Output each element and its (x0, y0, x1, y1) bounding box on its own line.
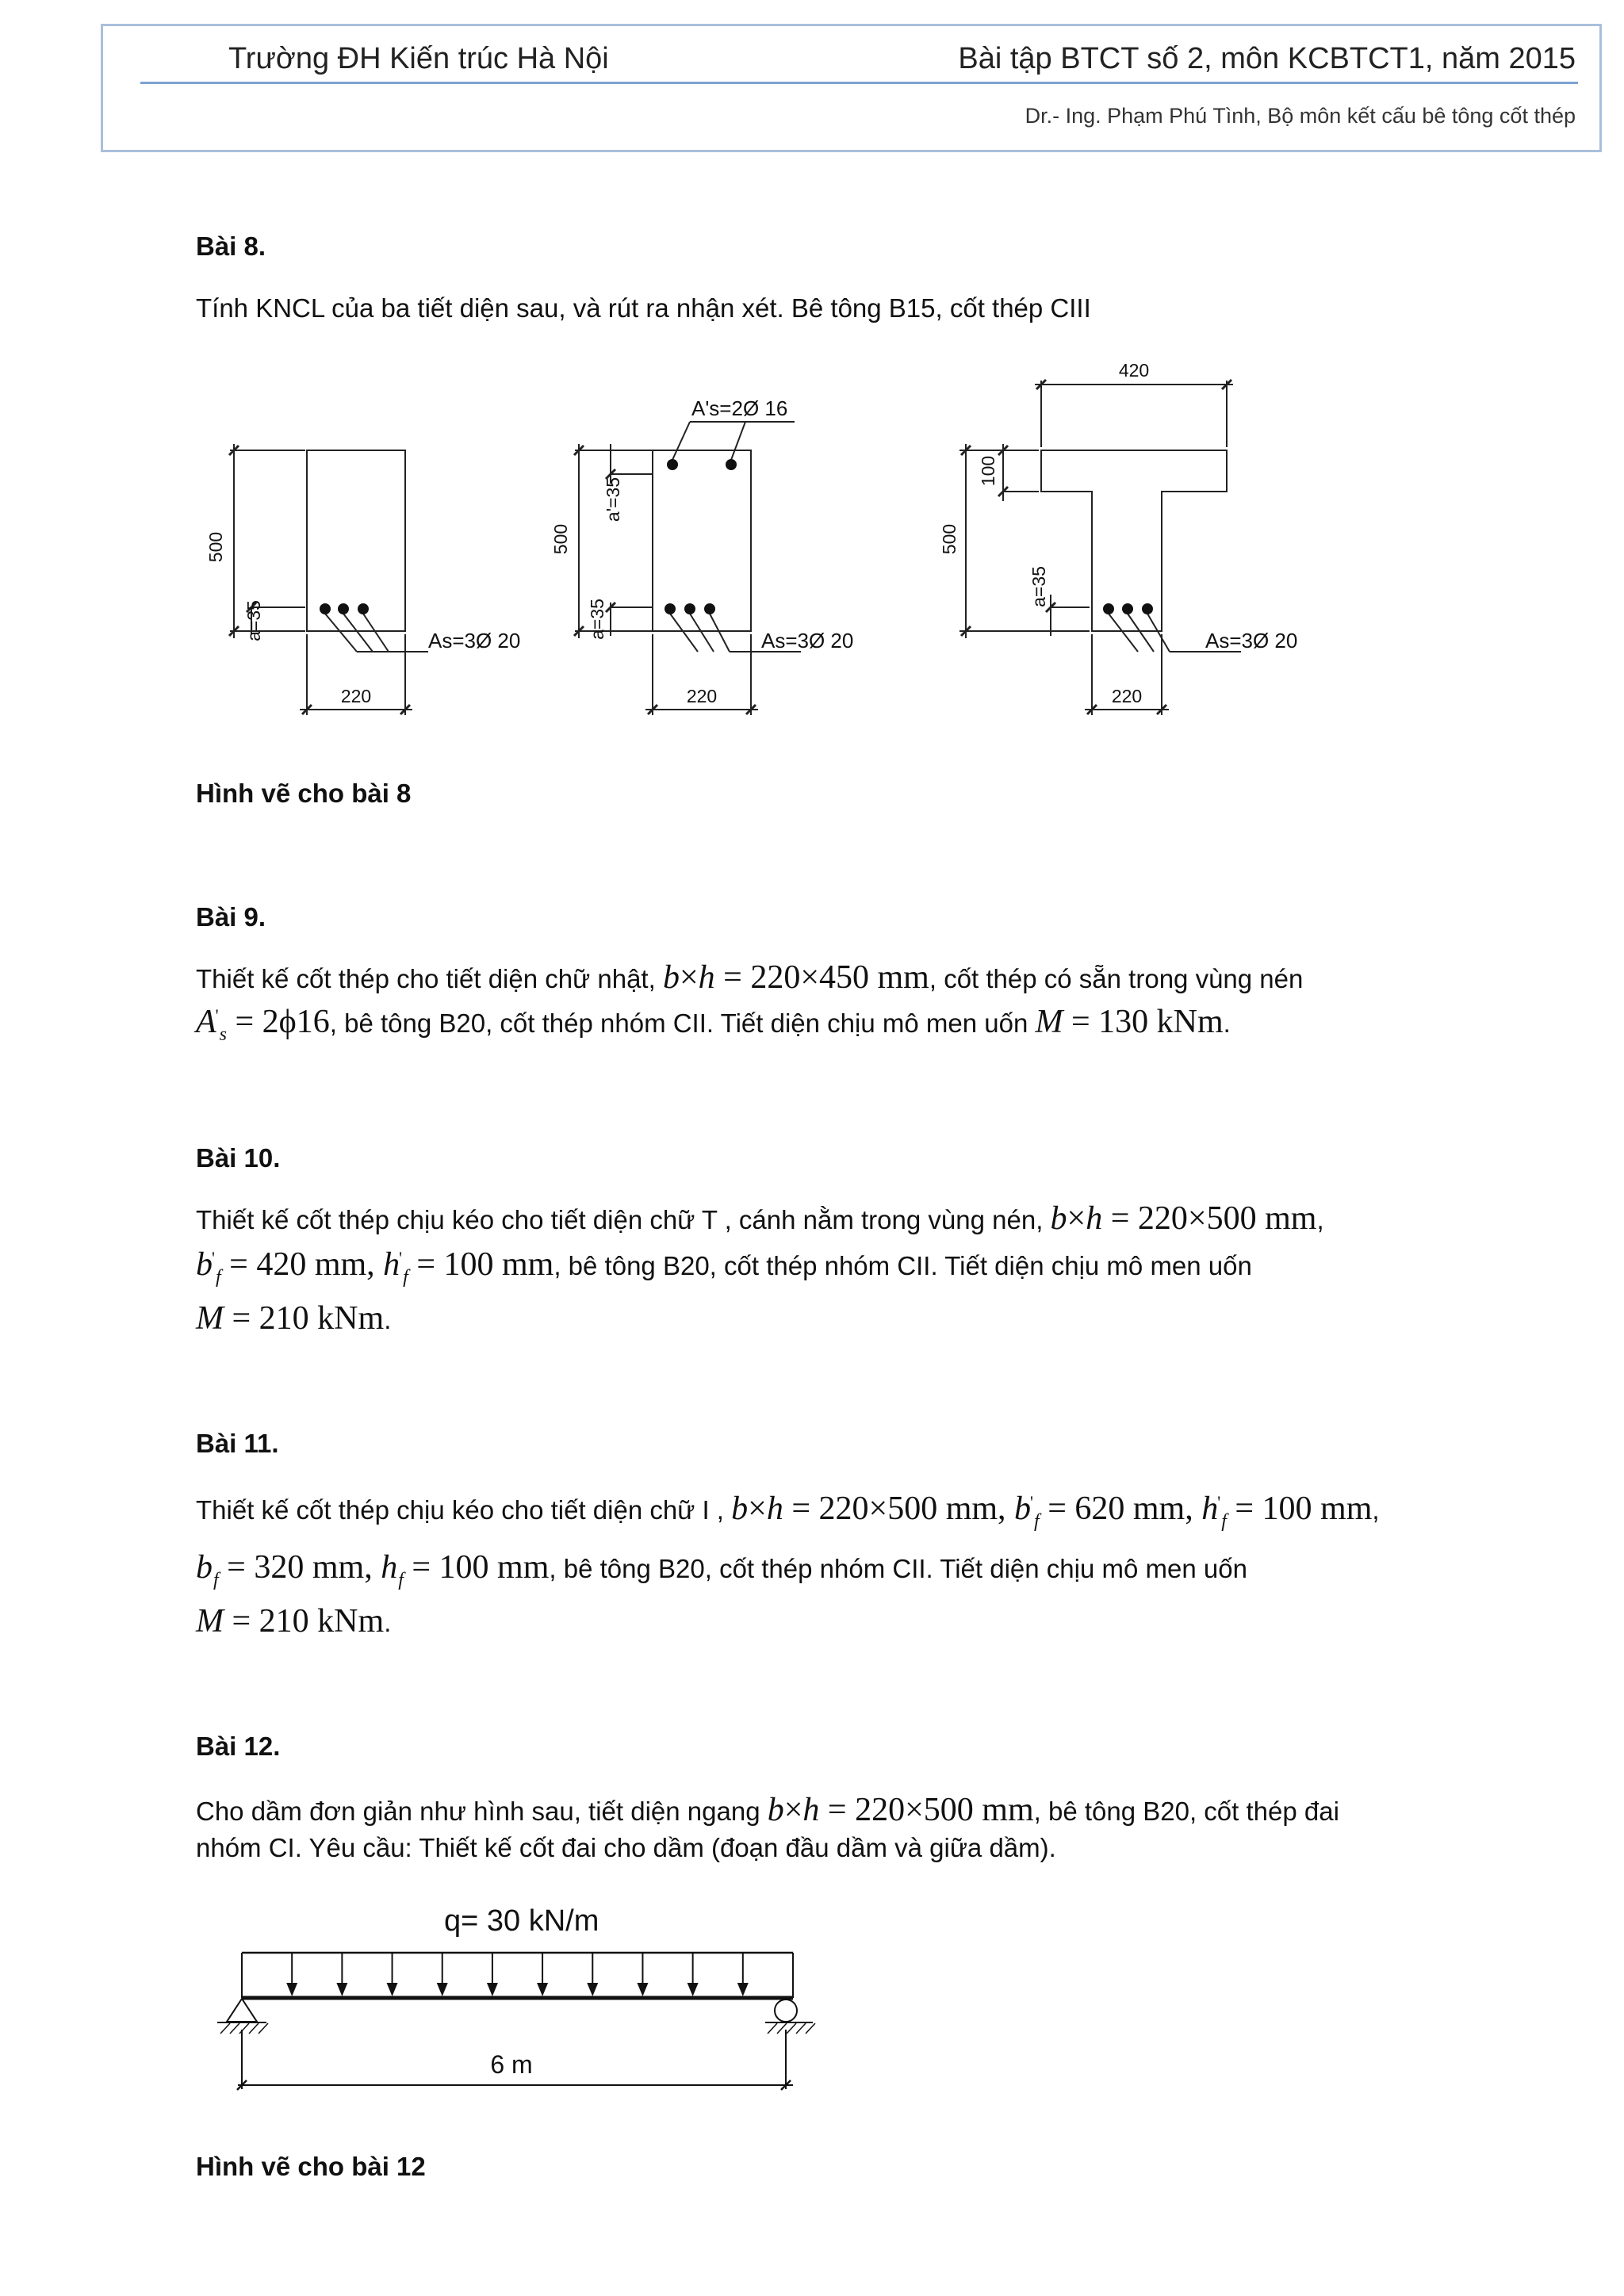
load-arrow-head (637, 1983, 648, 1996)
bai9-line1: Thiết kế cốt thép cho tiết diện chữ nhật, b×h = 220×450 mm, cốt thép có sẵn trong vùng nén (196, 959, 1304, 996)
fig8-s3-hf: 100 (978, 455, 998, 487)
bai12-line2: nhóm CI. Yêu cầu: Thiết kế cốt đai cho dầm (đoạn đầu dầm và giữa dầm). (196, 1833, 1056, 1862)
fig8-s2-as: As=3Ø 20 (761, 629, 854, 652)
header-course: Bài tập BTCT số 2, môn KCBTCT1, năm 2015 (958, 42, 1576, 75)
bai12-beam-figure (206, 1891, 856, 2097)
fig8-s1-width: 220 (340, 686, 372, 706)
bai12-load-label: q= 30 kN/m (444, 1904, 599, 1938)
load-arrow-head (737, 1983, 749, 1996)
header-rule (140, 82, 1578, 84)
fig8-s3-as: As=3Ø 20 (1205, 629, 1298, 652)
fig8-s1-as: As=3Ø 20 (428, 629, 521, 652)
load-arrow-head (286, 1983, 297, 1996)
bai10-line1: Thiết kế cốt thép chịu kéo cho tiết diện chữ T , cánh nằm trong vùng nén, b×h = 220×500 mm, (196, 1200, 1324, 1237)
bai10-title: Bài 10. (196, 1143, 281, 1173)
fig8-s2-a: a=35 (587, 599, 607, 640)
fig8-s2-height: 500 (550, 523, 571, 555)
load-arrow-head (587, 1983, 598, 1996)
bai11-line3: M = 210 kNm. (196, 1603, 392, 1640)
bai11-m-formula: M = 210 kNm (196, 1603, 385, 1640)
bai11-dims-formula: b×h = 220×500 mm, $b'_f = 620$ mm, $h'_f = 100$ mm (731, 1490, 1373, 1532)
bai9-as-formula: $A'_s = 2\phi 16$ (196, 1004, 330, 1045)
load-arrow-head (537, 1983, 548, 1996)
bai8-title: Bài 8. (196, 232, 266, 261)
bai10-flange-formula: $b'_f = 420$ mm, $h'_f = 100$ mm (196, 1246, 554, 1288)
load-arrow-head (688, 1983, 699, 1996)
load-arrow-head (387, 1983, 398, 1996)
fig8-s3-a: a=35 (1028, 566, 1049, 607)
bai9-line2: $A'_s = 2\phi 16$, bê tông B20, cốt thép nhóm CII. Tiết diện chịu mô men uốn M = 130 kNm. (196, 1004, 1231, 1045)
bai11-line1: Thiết kế cốt thép chịu kéo cho tiết diện chữ I , b×h = 220×500 mm, $b'_f = 620$ mm, $h'_f = 100$ mm, (196, 1490, 1380, 1532)
bai10-bh-formula: b×h = 220×500 mm (1050, 1200, 1317, 1237)
header-author: Dr.- Ing. Phạm Phú Tình, Bộ môn kết cấu bê tông cốt thép (1025, 104, 1576, 128)
bai9-m-formula: M = 130 kNm (1035, 1004, 1224, 1040)
fig8-s3-bf: 420 (1118, 360, 1150, 381)
fig8-s3-width: 220 (1111, 686, 1143, 706)
bai12-span-label: 6 m (490, 2050, 533, 2079)
bai9-bh-formula: b×h = 220×450 mm (662, 959, 929, 996)
header-school: Trường ĐH Kiến trúc Hà Nội (228, 42, 609, 75)
page-header (101, 24, 1602, 152)
load-arrow-head (336, 1983, 347, 1996)
bai8-caption: Hình vẽ cho bài 8 (196, 779, 412, 808)
bai12-line1: Cho dầm đơn giản như hình sau, tiết diện ngang b×h = 220×500 mm, bê tông B20, cốt thép đai (196, 1792, 1339, 1828)
fig8-s2-as-top: A's=2Ø 16 (691, 396, 788, 420)
load-arrow-head (487, 1983, 498, 1996)
bai12-title: Bài 12. (196, 1732, 281, 1761)
bai10-line3: M = 210 kNm. (196, 1300, 392, 1337)
load-arrow-head (437, 1983, 448, 1996)
distributed-load-arrows (286, 1953, 749, 1996)
bai8-figure (198, 349, 1348, 729)
bai10-line2: $b'_f = 420$ mm, $h'_f = 100$ mm, bê tông B20, cốt thép nhóm CII. Tiết diện chịu mô men uốn (196, 1246, 1252, 1288)
bai11-title: Bài 11. (196, 1429, 279, 1458)
bai12-bh-formula: b×h = 220×500 mm (767, 1792, 1034, 1828)
fig8-s2-width: 220 (686, 686, 718, 706)
bai8-text: Tính KNCL của ba tiết diện sau, và rút ra nhận xét. Bê tông B15, cốt thép CIII (196, 293, 1091, 323)
bai11-line2: $b_f = 320$ mm, $h_f = 100$ mm, bê tông B20, cốt thép nhóm CII. Tiết diện chịu mô men uốn (196, 1549, 1247, 1590)
fig8-s1-height: 500 (205, 531, 226, 563)
bai9-title: Bài 9. (196, 902, 266, 932)
fig8-s2-a-top: a'=35 (603, 476, 623, 522)
bai10-m-formula: M = 210 kNm (196, 1300, 385, 1337)
bai12-caption: Hình vẽ cho bài 12 (196, 2152, 426, 2181)
fig8-s3-height: 500 (939, 523, 959, 555)
fig8-s1-a: a=35 (243, 600, 264, 641)
bai11-bottom-flange-formula: $b_f = 320$ mm, $h_f = 100$ mm (196, 1549, 550, 1590)
